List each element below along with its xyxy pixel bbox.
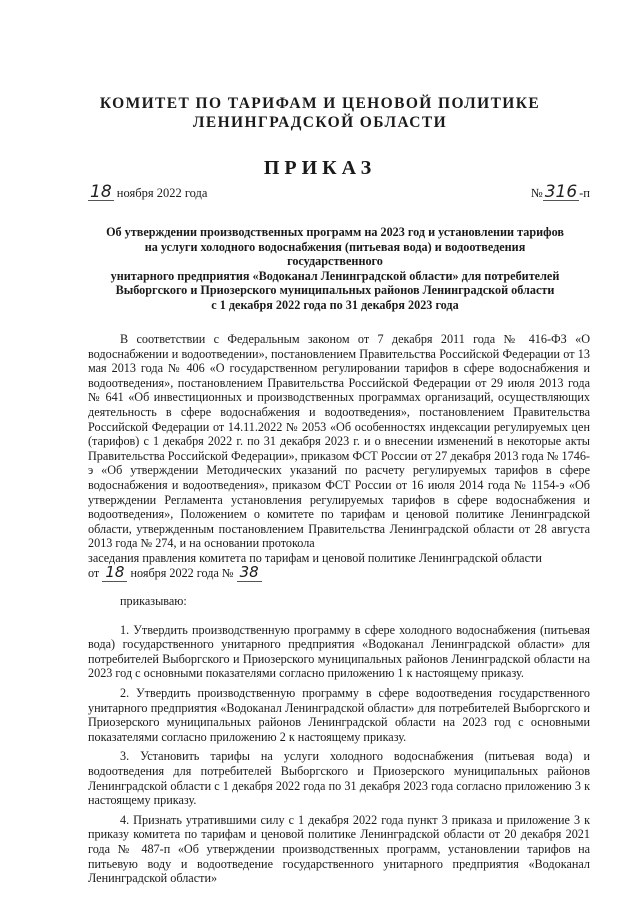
handwritten-day: 18	[90, 182, 112, 202]
meeting-line: заседания правления комитета по тарифам и ценовой политике Ленинградской области	[88, 550, 542, 565]
number-prefix: №	[530, 186, 543, 200]
organization-name	[0, 94, 640, 132]
date-month-year: ноября 2022 года	[116, 186, 208, 200]
meeting-middle: ноября 2022 года №	[130, 565, 234, 580]
number-suffix: -п	[579, 186, 590, 200]
meeting-reference	[88, 551, 590, 580]
org-line-2: ЛЕНИНГРАДСКОЙ ОБЛАСТИ	[192, 114, 448, 131]
handwritten-meeting-number: 38	[237, 563, 262, 582]
order-item: 4. Признать утратившими силу с 1 декабря 2022 года пункт 3 приказа и приложение 3 к приказу комитета по тарифам и ценовой политике Ленинградской области от 20 декабря 2021 года № 487-п «Об утверждении производственных программ, установлении тарифов на питьевую воду и водоотведение государственного унитарного предприятия «Водоканал Ленинградской области»	[88, 812, 590, 886]
meeting-prefix: от	[88, 565, 100, 580]
order-item: 2. Утвердить производственную программу в сфере водоотведения государственного унитарного предприятия «Водоканал Ленинградской области» для потребителей Выборгского и Приозерского муниципальных районов Ленинградской области на 2023 год с основными показателями согласно приложению 2 к настоящему приказу.	[88, 686, 590, 744]
preamble-paragraph: В соответствии с Федеральным законом от 7 декабря 2011 года № 416-ФЗ «О водоснабжении и водоотведении», постановлением Правительства Российской Федерации от 13 мая 2013 года № 406 «О государственном регулировании тарифов в сфере водоснабжения и водоотведения», постановлением Правительства Российской Федерации от 29 июля 2013 года № 641 «Об инвестиционных и производственных программах организаций, осуществляющих деятельность в сфере водоснабжения и водоотведения», постановлением Правительства Российской Федерации от 14.11.2022 № 2053 «Об особенностях индексации регулируемых цен (тарифов) с 1 декабря 2022 г. по 31 декабря 2023 г. и о внесении изменений в некоторые акты Правительства Российской Федерации», приказом ФСТ России от 27 декабря 2013 года № 1746-э «Об утверждении Методических указаний по расчету регулируемых тарифов в сфере водоснабжения и водоотведения», приказом ФСТ России от 16 июля 2014 года № 1154-э «Об утверждении Регламента установления регулируемых тарифов в сфере водоснабжения и водоотведения», Положением о комитете по тарифам и ценовой политике Ленинградской области, утвержденным постановлением Правительства Ленинградской области от 28 августа 2013 года № 274, и на основании протокола	[88, 332, 590, 551]
date-number-line	[88, 184, 590, 206]
subject-line: унитарного предприятия «Водоканал Ленинградской области» для потребителей	[110, 268, 560, 283]
handwritten-number: 316	[544, 182, 578, 202]
org-line-1: КОМИТЕТ ПО ТАРИФАМ И ЦЕНОВОЙ ПОЛИТИКЕ	[99, 95, 541, 112]
subject-line: Об утверждении производственных программ на 2023 год и установлении тарифов	[106, 225, 564, 239]
order-item: 3. Установить тарифы на услуги холодного водоснабжения (питьевая вода) и водоотведения для потребителей Выборгского и Приозерского муниципальных районов Ленинградской области с 1 декабря 2022 года по 31 декабря 2023 года согласно приложению 3 к настоящему приказу.	[88, 749, 590, 808]
document-body	[88, 332, 590, 886]
document-type-title: ПРИКАЗ	[263, 157, 377, 179]
subject-line: на услуги холодного водоснабжения (питьевая вода) и водоотведения государственного	[144, 239, 526, 269]
handwritten-meeting-day: 18	[102, 563, 127, 582]
document-number	[531, 184, 590, 201]
order-item: 1. Утвердить производственную программу в сфере холодного водоснабжения (питьевая вода) государственного унитарного предприятия «Водоканал Ленинградской области» для потребителей Выборгского и Приозерского муниципальных районов Ленинградской области на 2023 год с основными показателями согласно приложению 1 к настоящему приказу.	[88, 622, 590, 681]
subject-line: Выборгского и Приозерского муниципальных районов Ленинградской области	[115, 283, 555, 298]
order-word: приказываю:	[120, 594, 187, 609]
document-subject	[100, 225, 570, 313]
subject-line: с 1 декабря 2022 года по 31 декабря 2023 года	[211, 297, 459, 312]
document-date	[88, 184, 207, 201]
